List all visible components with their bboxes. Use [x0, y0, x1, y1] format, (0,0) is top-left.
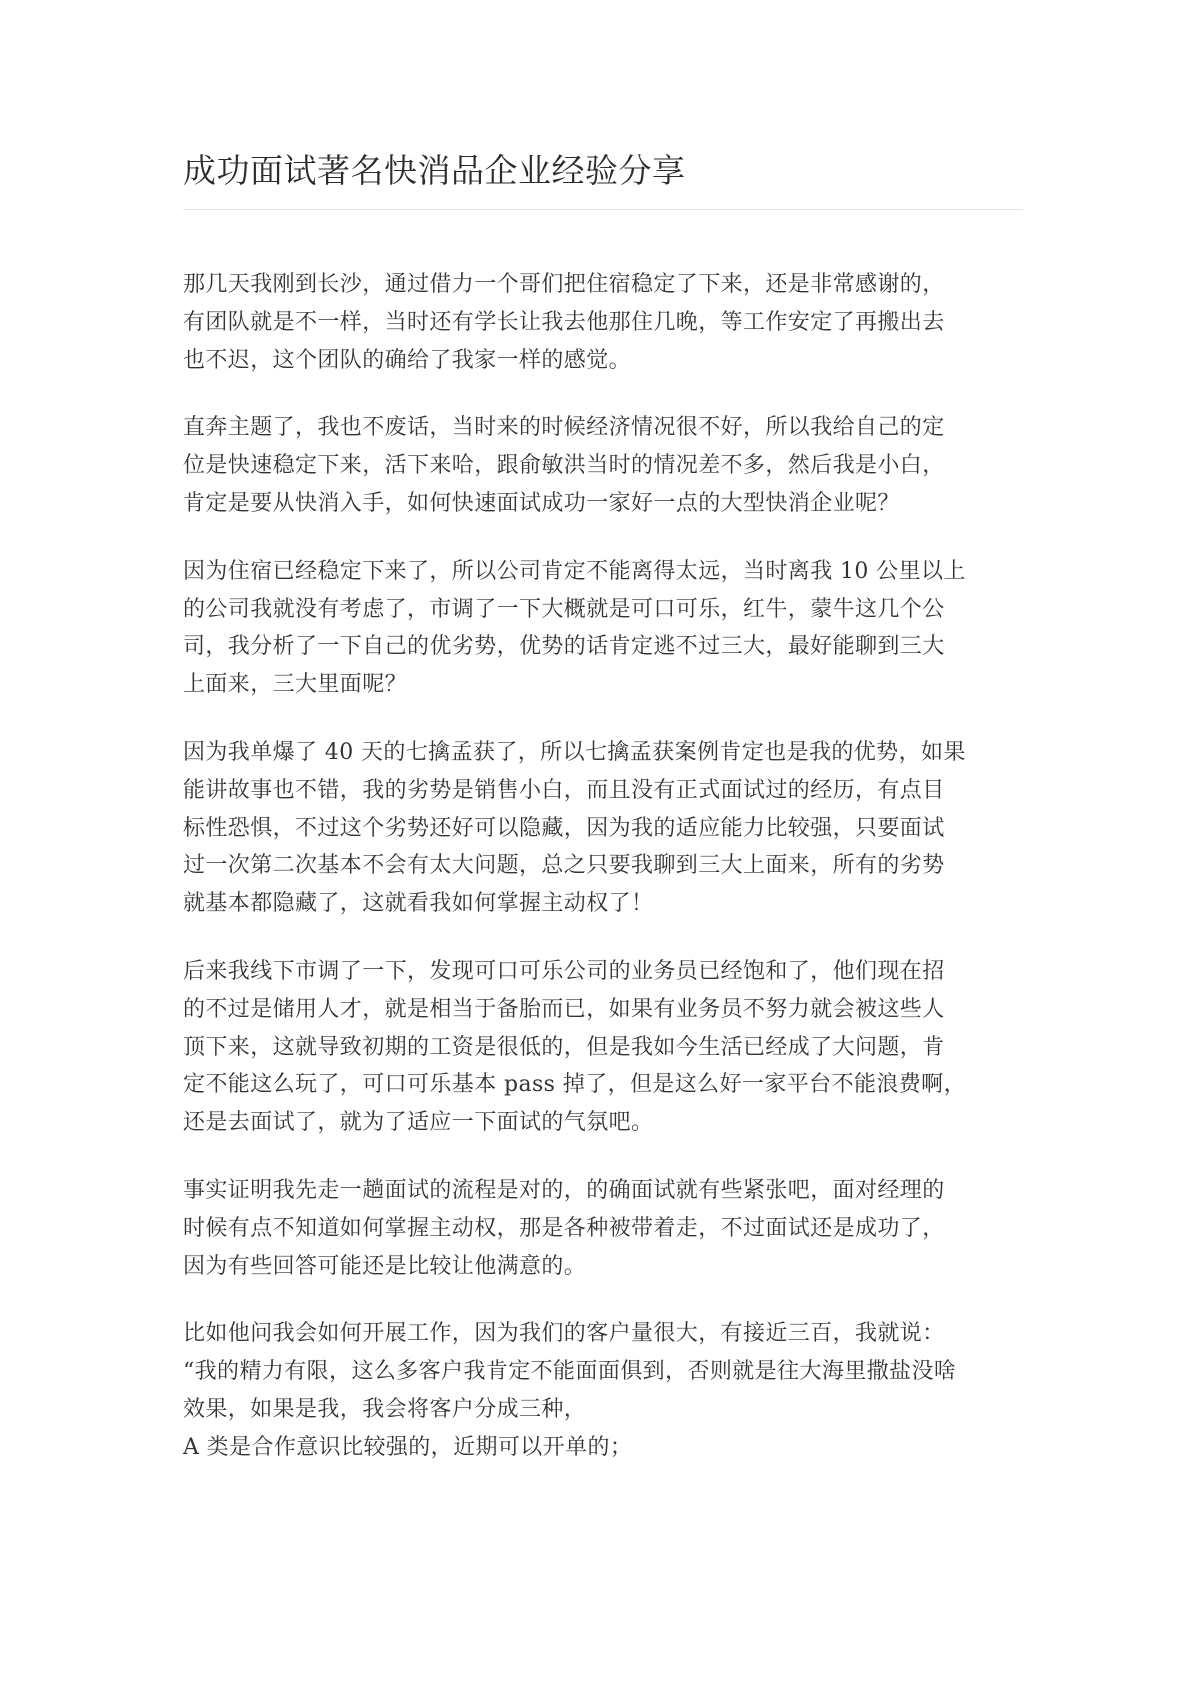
- paragraph-line: 也不迟，这个团队的确给了我家一样的感觉。: [183, 347, 632, 373]
- paragraph-line: 标性恐惧，不过这个劣势还好可以隐藏，因为我的适应能力比较强，只要面试: [183, 815, 945, 841]
- paragraph-line: 有团队就是不一样，当时还有学长让我去他那住几晚，等工作安定了再搬出去: [183, 309, 945, 335]
- paragraph-3: [183, 553, 1023, 704]
- paragraph-line: 因为住宿已经稳定下来了，所以公司肯定不能离得太远，当时离我 10 公里以上: [183, 558, 966, 584]
- paragraph-line: 位是快速稳定下来，活下来哈，跟俞敏洪当时的情况差不多，然后我是小白，: [183, 453, 945, 479]
- paragraph-line: 事实证明我先走一趟面试的流程是对的，的确面试就有些紧张吧，面对经理的: [183, 1177, 945, 1203]
- title-divider: [183, 209, 1023, 210]
- paragraph-line: 能讲故事也不错，我的劣势是销售小白，而且没有正式面试过的经历，有点目: [183, 777, 945, 803]
- paragraph-line: 效果，如果是我，我会将客户分成三种，: [183, 1396, 587, 1422]
- paragraph-line: 的不过是储用人才，就是相当于备胎而已，如果有业务员不努力就会被这些人: [183, 996, 945, 1022]
- paragraph-line: 司，我分析了一下自己的优劣势，优势的话肯定逃不过三大，最好能聊到三大: [183, 634, 945, 660]
- paragraph-line: 因为我单爆了 40 天的七擒孟获了，所以七擒孟获案例肯定也是我的优势，如果: [183, 739, 966, 765]
- paragraph-line: 那几天我刚到长沙，通过借力一个哥们把住宿稳定了下来，还是非常感谢的，: [183, 272, 945, 297]
- paragraph-line: 的公司我就没有考虑了，市调了一下大概就是可口可乐，红牛，蒙牛这几个公: [183, 596, 945, 622]
- paragraph-1: [183, 266, 1023, 379]
- paragraph-line: 过一次第二次基本不会有太大问题，总之只要我聊到三大上面来，所有的劣势: [183, 853, 945, 879]
- paragraph-line: 上面来，三大里面呢？: [183, 672, 408, 698]
- paragraph-line: 因为有些回答可能还是比较让他满意的。: [183, 1253, 587, 1279]
- article: [183, 138, 1023, 1497]
- paragraph-line: 定不能这么玩了，可口可乐基本 pass 掉了，但是这么好一家平台不能浪费啊，: [183, 1072, 966, 1098]
- paragraph-line: 直奔主题了，我也不废话，当时来的时候经济情况很不好，所以我给自己的定: [183, 415, 945, 441]
- paragraph-line: 还是去面试了，就为了适应一下面试的气氛吧。: [183, 1110, 654, 1136]
- paragraph-line: 时候有点不知道如何掌握主动权，那是各种被带着走，不过面试还是成功了，: [183, 1215, 945, 1241]
- paragraph-5: [183, 953, 1023, 1142]
- article-title: 成功面试著名快消品企业经验分享: [183, 151, 686, 190]
- paragraph-line: A 类是合作意识比较强的，近期可以开单的；: [183, 1434, 633, 1460]
- paragraph-7: [183, 1315, 1023, 1466]
- paragraph-line: “我的精力有限，这么多客户我肯定不能面面俱到，否则就是往大海里撒盐没啥: [183, 1359, 957, 1385]
- paragraph-line: 后来我线下市调了一下，发现可口可乐公司的业务员已经饱和了，他们现在招: [183, 958, 945, 984]
- paragraph-2: [183, 409, 1023, 522]
- article-body: [183, 266, 1023, 1467]
- paragraph-line: 比如他问我会如何开展工作，因为我们的客户量很大，有接近三百，我就说：: [183, 1321, 945, 1347]
- paragraph-6: [183, 1172, 1023, 1285]
- paragraph-line: 肯定是要从快消入手，如何快速面试成功一家好一点的大型快消企业呢？: [183, 490, 900, 516]
- paragraph-line: 就基本都隐藏了，这就看我如何掌握主动权了！: [183, 891, 654, 917]
- paragraph-4: [183, 734, 1023, 923]
- paragraph-line: 顶下来，这就导致初期的工资是很低的，但是我如今生活已经成了大问题，肯: [183, 1034, 945, 1060]
